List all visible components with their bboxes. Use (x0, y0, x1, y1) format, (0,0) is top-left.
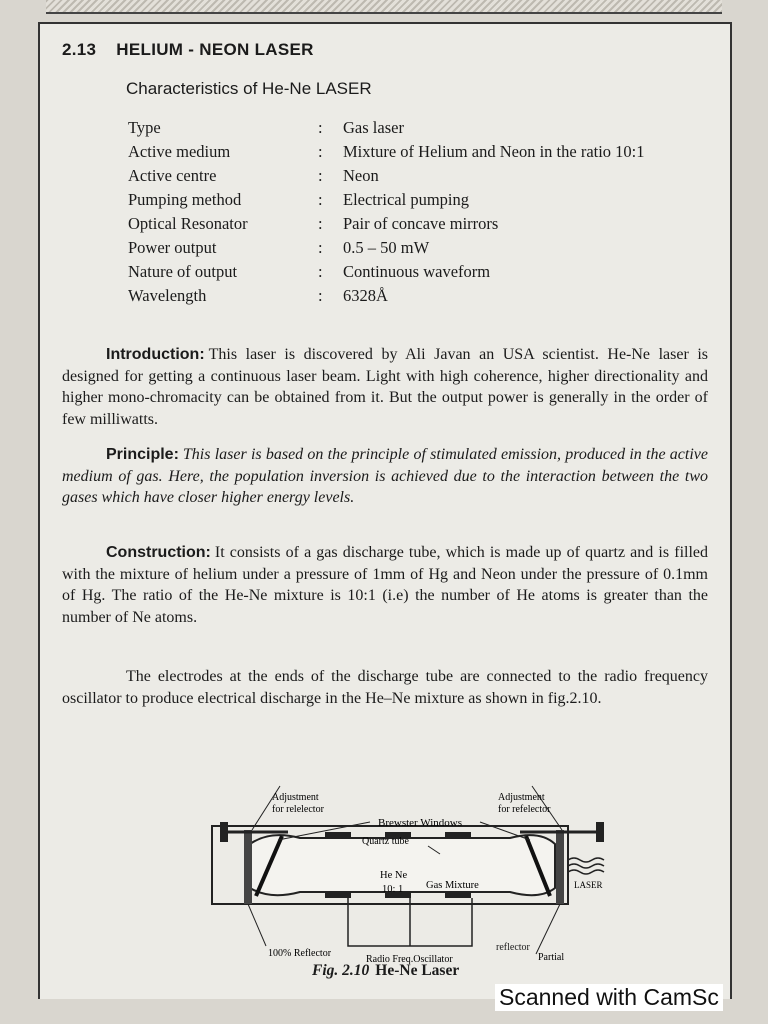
spec-value: 0.5 – 50 mW (343, 238, 430, 257)
label-gas-ratio: He Ne (380, 870, 408, 881)
characteristics-subtitle: Characteristics of He-Ne LASER (126, 79, 372, 98)
electrodes-paragraph (62, 666, 708, 709)
he-ne-laser-diagram (170, 764, 610, 964)
spec-value: Neon (343, 166, 379, 185)
laser-output-wave (568, 870, 604, 874)
label-quartz: Quartz tube (362, 836, 409, 847)
label-brewster: Brewster Windows (378, 817, 462, 829)
spec-value: 6328Å (343, 286, 388, 305)
figure-number: Fig. 2.10 (312, 962, 370, 979)
leader-line (248, 904, 266, 946)
section-heading (62, 40, 314, 60)
spec-row: Active medium : Mixture of Helium and Neon in the ratio 10:1 (128, 140, 688, 164)
figure-title: He-Ne Laser (375, 962, 460, 979)
electrodes-text: The electrodes at the ends of the discharge tube are connected to the radio frequency oscillator to produce electrical discharge in the He–Ne mixture as shown in fig.2.10. (62, 668, 708, 707)
spec-value: Pair of concave mirrors (343, 214, 499, 233)
spec-key: Type (128, 118, 161, 137)
book-page (38, 22, 732, 999)
principle-paragraph (62, 444, 708, 509)
spec-key: Pumping method (128, 190, 242, 209)
left-reflector (244, 830, 252, 904)
introduction-text: This laser is discovered by Ali Javan an USA scientist. He-Ne laser is designed for getting a continuous laser beam. Light with high coherence, higher directionality and higher mono-chromacity can be obtained from it. But the output power is generally in the order of few milliwatts. (62, 346, 708, 428)
principle-heading: Principle: (106, 446, 179, 463)
electrode-top (445, 832, 471, 839)
construction-heading: Construction: (106, 544, 211, 561)
spec-value: Continuous waveform (343, 262, 491, 281)
right-reflector (556, 830, 564, 904)
label-laser: LASER (574, 880, 603, 890)
spec-row: Type : Gas laser (128, 116, 688, 140)
page-top-border (46, 0, 722, 14)
introduction-heading: Introduction: (106, 346, 205, 363)
label-oscillator: Radio Freq.Oscillator (366, 954, 453, 964)
spec-row: Active centre : Neon (128, 164, 688, 188)
construction-paragraph (62, 542, 708, 628)
label-gas-ratio: 10: 1 (382, 884, 404, 895)
principle-text: This laser is based on the principle of stimulated emission, produced in the active medium of gas. Here, the population inversion is achieved due to the interaction between the two gases which have closer higher energy levels. (62, 446, 708, 506)
construction-text: It consists of a gas discharge tube, which is made up of quartz and is filled with the mixture of helium under a pressure of 1mm of Hg and Neon under the pressure of 0.1mm of Hg. The ratio of the He-Ne mixture is 10:1 (i.e) the number of He atoms is greater than the number of Ne atoms. (62, 544, 708, 626)
spec-value: Mixture of Helium and Neon in the ratio 10:1 (343, 142, 645, 161)
electrode-top (325, 832, 351, 839)
spec-row: Optical Resonator : Pair of concave mirrors (128, 212, 688, 236)
left-adjust-knob (220, 822, 228, 842)
laser-output-wave (568, 858, 604, 862)
section-number: 2.13 (62, 40, 97, 59)
label-partial-reflector: Partial (538, 952, 565, 963)
label-gas-mixture: Gas Mixture (426, 880, 479, 891)
laser-output-wave (568, 864, 604, 868)
leader-line (536, 904, 560, 954)
spec-row: Pumping method : Electrical pumping (128, 188, 688, 212)
spec-row: Nature of output : Continuous waveform (128, 260, 688, 284)
spec-value: Electrical pumping (343, 190, 469, 209)
spec-value: Gas laser (343, 118, 404, 137)
label-adjust-right: Adjustment (498, 792, 545, 803)
figure-caption (312, 962, 459, 980)
spec-row: Wavelength : 6328Å (128, 284, 688, 308)
scanner-watermark: Scanned with CamSc (495, 984, 723, 1011)
spec-key: Power output (128, 238, 217, 257)
spec-key: Optical Resonator (128, 214, 248, 233)
characteristics-table (128, 116, 688, 308)
section-title: HELIUM - NEON LASER (116, 40, 314, 59)
label-adjust-right: for refelector (498, 804, 551, 815)
spec-key: Active centre (128, 166, 217, 185)
electrode-bottom (445, 891, 471, 898)
spec-key: Wavelength (128, 286, 207, 305)
spec-key: Nature of output (128, 262, 238, 281)
label-adjust-left: Adjustment (272, 792, 319, 803)
electrode-bottom (325, 891, 351, 898)
label-partial-reflector-line2: reflector (496, 942, 530, 953)
label-reflector-100: 100% Reflector (268, 948, 332, 959)
introduction-paragraph (62, 344, 708, 430)
label-adjust-left: for relelector (272, 804, 324, 815)
spec-row: Power output : 0.5 – 50 mW (128, 236, 688, 260)
right-adjust-knob (596, 822, 604, 842)
spec-key: Active medium (128, 142, 231, 161)
